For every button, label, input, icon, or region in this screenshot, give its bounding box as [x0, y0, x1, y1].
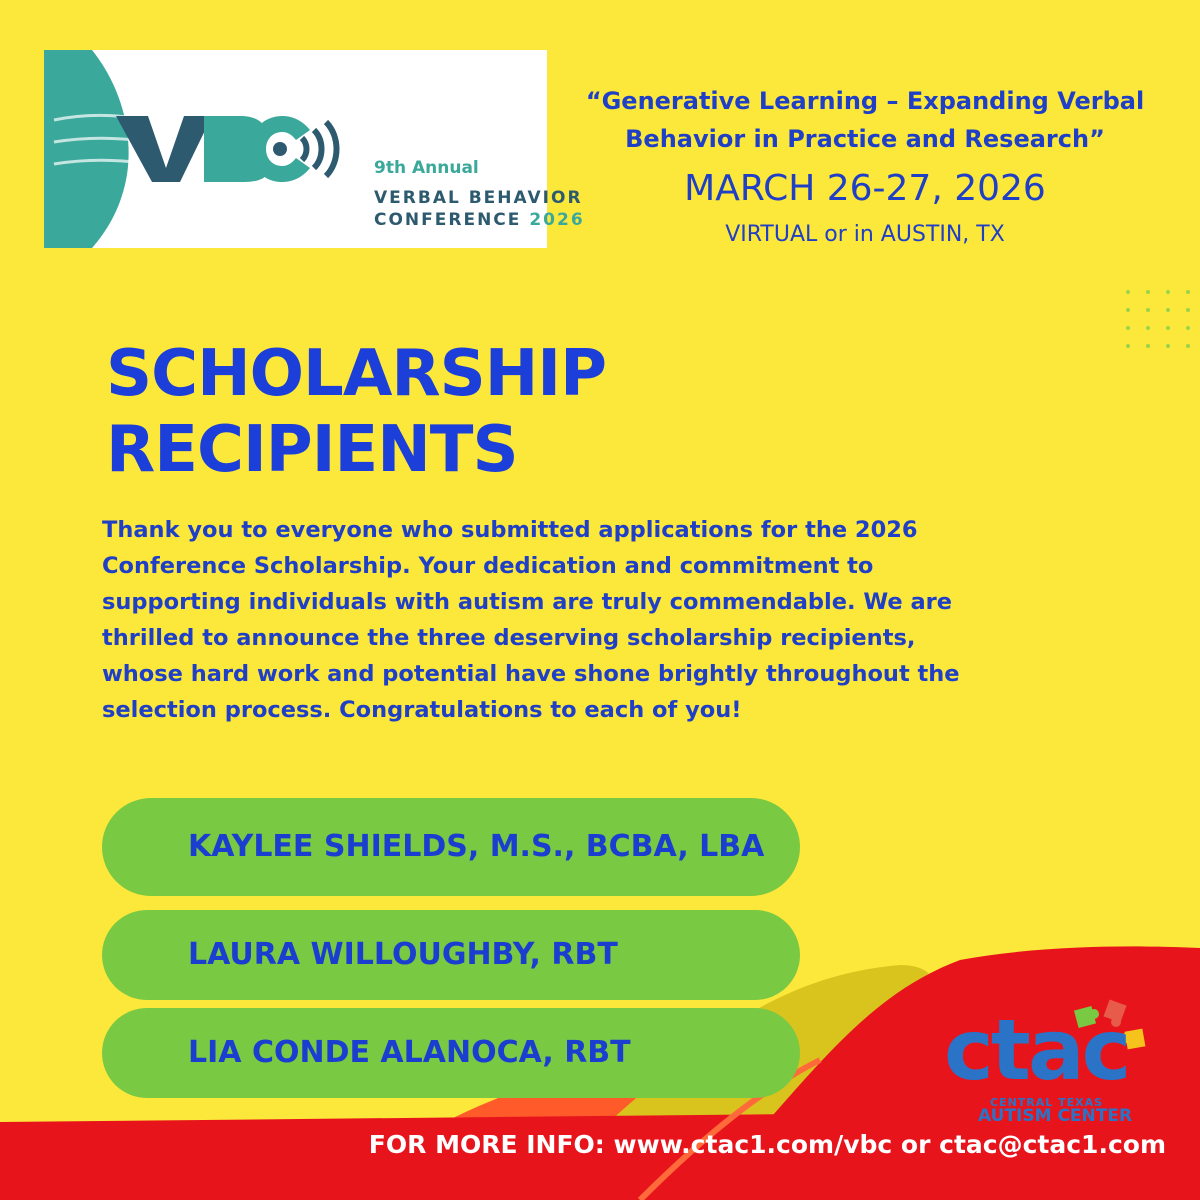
vbc-logo-card — [44, 50, 585, 248]
logo-line-verbal-behavior: VERBAL BEHAVIOR — [374, 188, 583, 208]
logo-annual-label: 9th Annual — [374, 158, 479, 178]
recipient-name: KAYLEE SHIELDS, M.S., BCBA, LBA — [188, 829, 765, 864]
recipient-pill — [102, 1008, 800, 1098]
recipient-pill — [102, 798, 800, 896]
page-title — [106, 336, 606, 488]
title-line-1: SCHOLARSHIP — [106, 337, 606, 411]
logo-year: 2026 — [529, 210, 585, 230]
ctac-sub-central-texas: CENTRAL TEXAS — [990, 1096, 1104, 1109]
recipient-pill — [102, 910, 800, 1000]
conference-theme: “Generative Learning – Expanding Verbal Behavior in Practice and Research” — [585, 87, 1145, 153]
conference-venue: VIRTUAL or in AUSTIN, TX — [725, 222, 1005, 247]
conference-dates: MARCH 26-27, 2026 — [684, 168, 1046, 209]
intro-paragraph: Thank you to everyone who submitted applications for the 2026 Conference Scholarship. Your dedication and commitment to supporting individuals with autism are truly commendable. We are thrilled to announce the three deserving scholarship recipients, whose hard work and potential have shone brightly throughout the selection process. Congratulations to each of you! — [102, 517, 960, 723]
dot-grid-decoration — [1120, 284, 1200, 354]
logo-line-conference — [374, 210, 585, 230]
ctac-logo — [944, 1000, 1154, 1130]
ctac-sub-autism-center: AUTISM CENTER — [978, 1106, 1133, 1126]
title-line-2: RECIPIENTS — [106, 413, 518, 487]
logo-conference-word: CONFERENCE — [374, 210, 522, 230]
ctac-wordmark: ctac — [944, 1001, 1129, 1099]
recipient-name: LIA CONDE ALANOCA, RBT — [188, 1035, 631, 1070]
footer-contact-info: FOR MORE INFO: www.ctac1.com/vbc or ctac@ctac1.com — [368, 1130, 1166, 1159]
recipient-name: LAURA WILLOUGHBY, RBT — [188, 937, 618, 972]
